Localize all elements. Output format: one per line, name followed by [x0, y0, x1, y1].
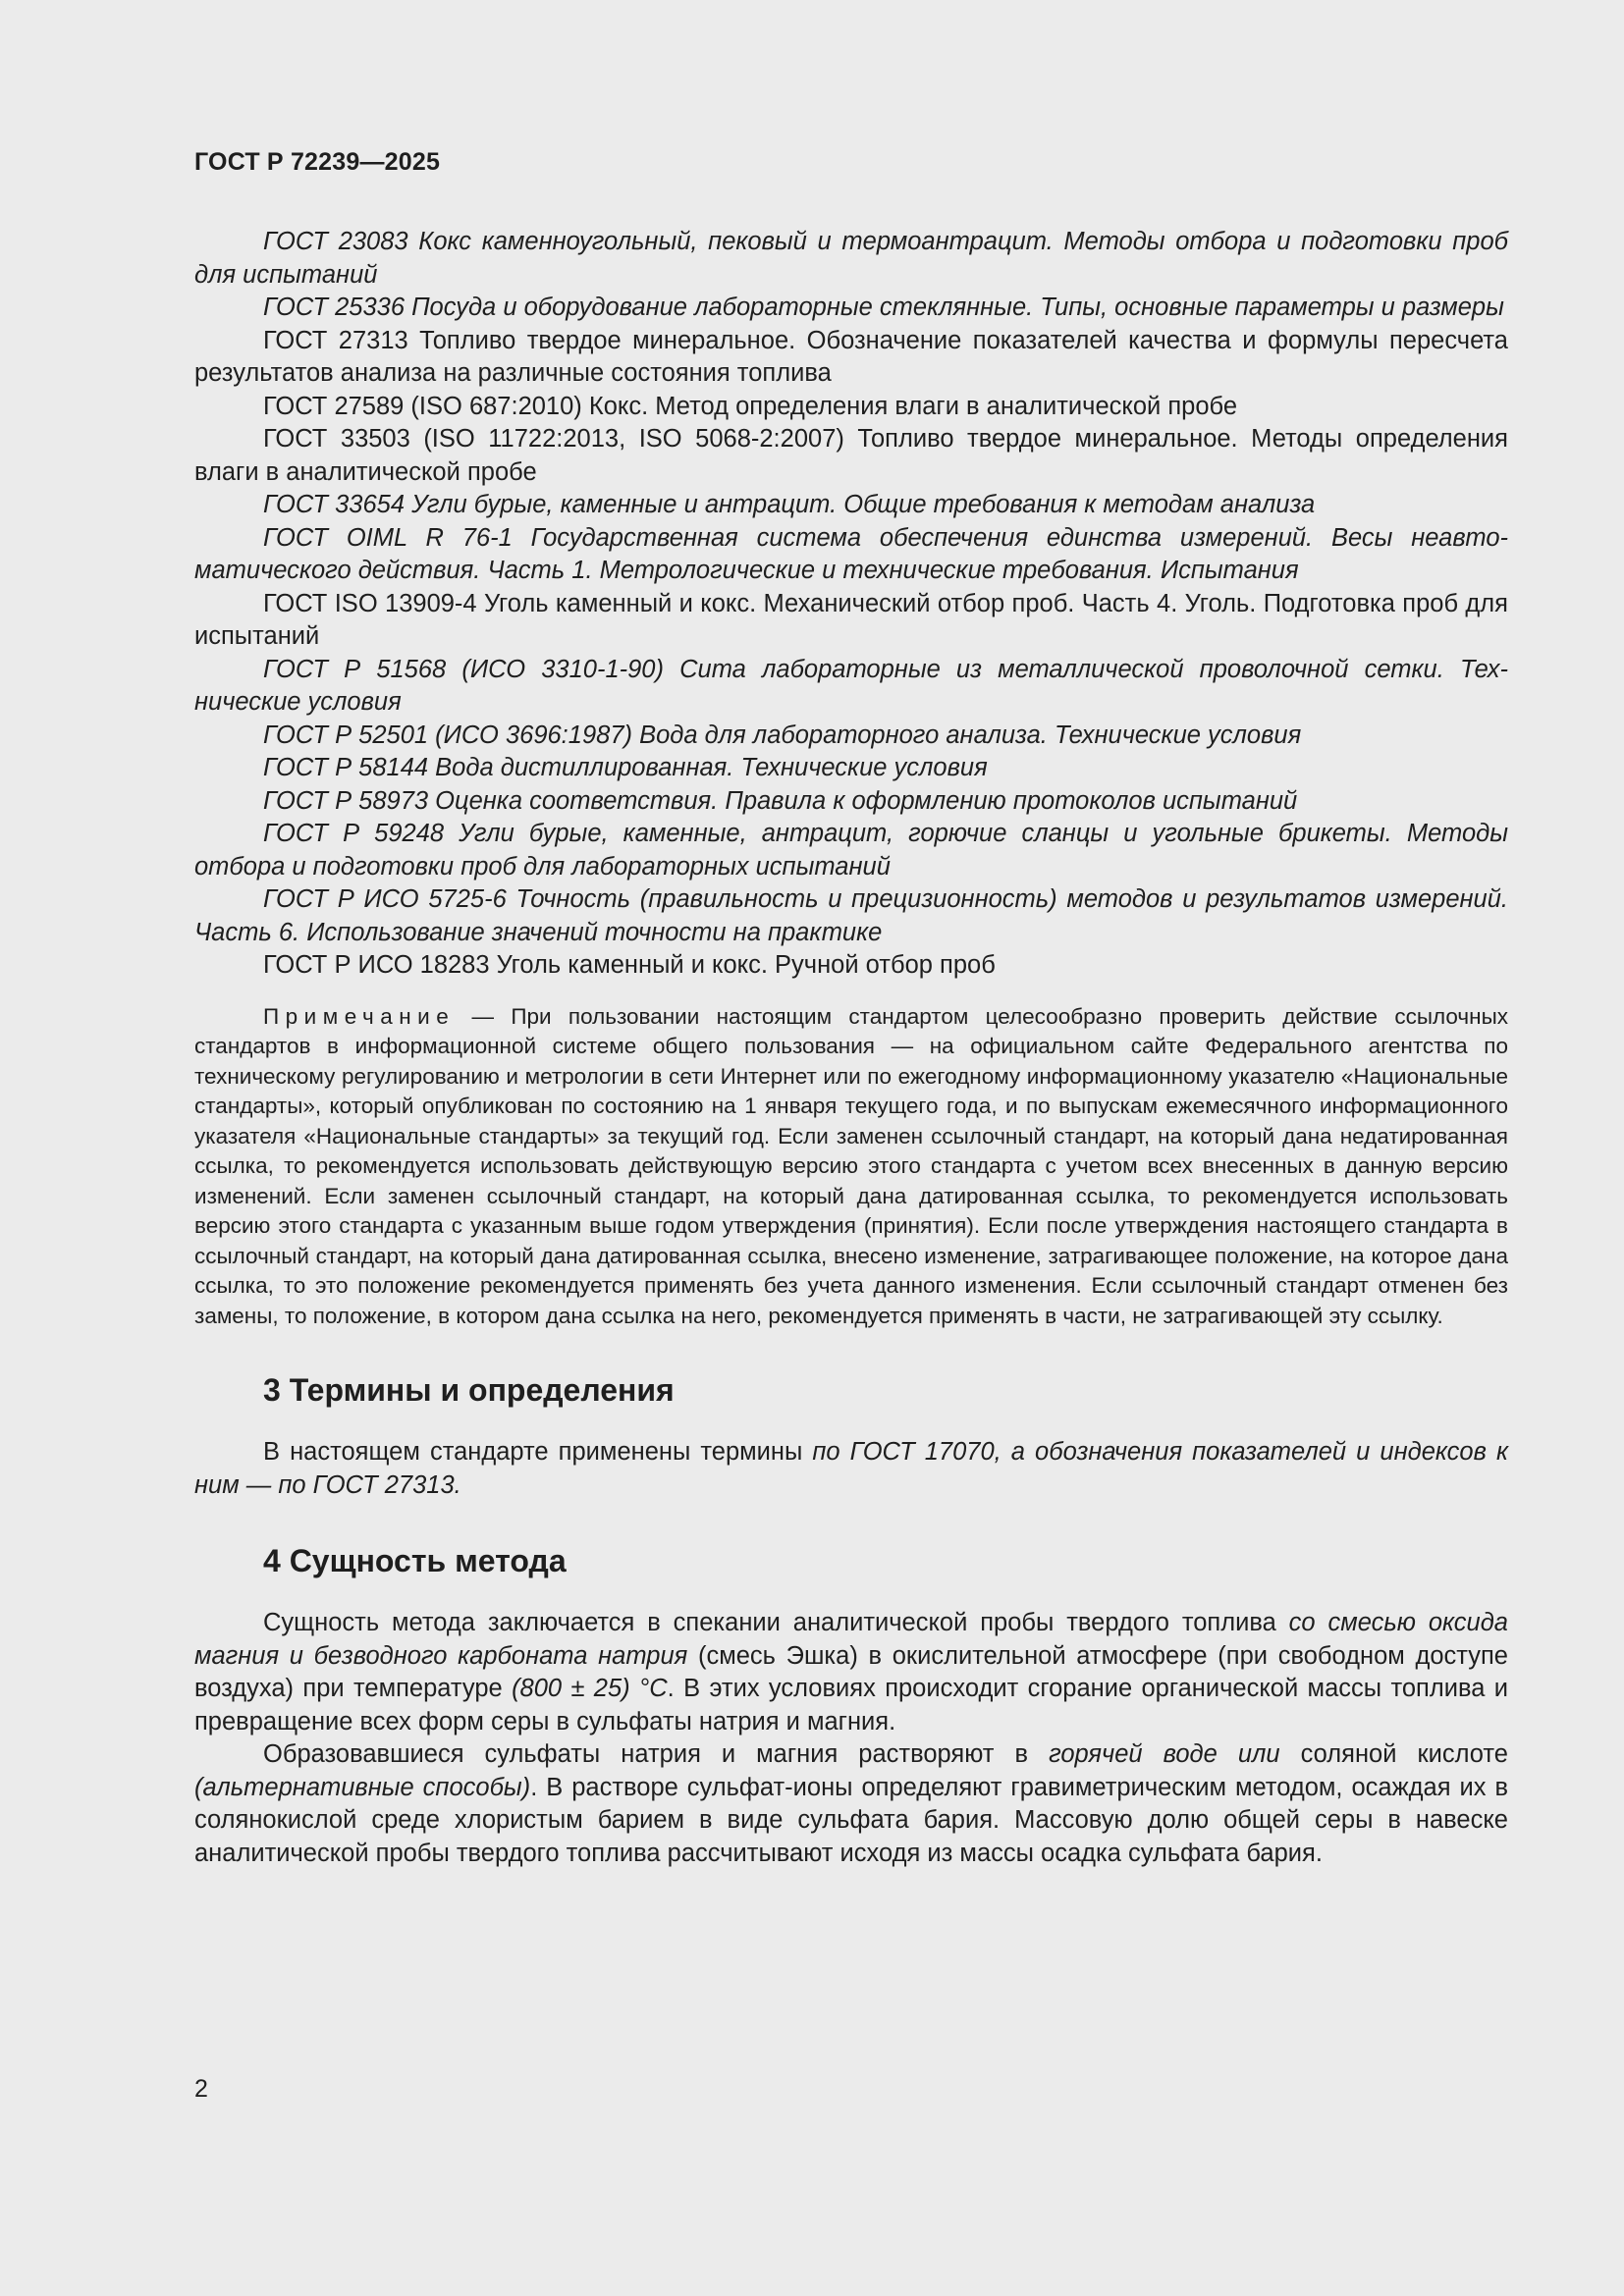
note-label: Примечание [263, 1003, 456, 1029]
section-4-text: . В этих условиях происходит сгорание органической массы топлива и превращение всех форм серы в сульфаты натрия и магния. [194, 1675, 1508, 1735]
reference-item: ГОСТ ISO 13909-4 Уголь каменный и кокс. Механический отбор проб. Часть 4. Уголь. Подготовка проб для испытаний [194, 589, 1508, 650]
reference-item: ГОСТ Р 59248 Угли бурые, каменные, антрацит, горючие сланцы и угольные брикеты. Методы отбора и подготовки проб для лабораторных испытаний [194, 820, 1508, 881]
document-code: ГОСТ Р 72239—2025 [194, 148, 441, 176]
section-4-text: Образовавшиеся сульфаты натрия и магния растворяют в [263, 1740, 1050, 1768]
section-3-text-italic: по ГОСТ 17070, а обозначения показателей и индексов к ним — по ГОСТ 27313. [194, 1438, 1508, 1499]
reference-item: ГОСТ OIML R 76-1 Государственная система обеспечения единства измерений. Весы неавтоматического действия. Часть 1. Метрологические и технические требования. Испытания [194, 523, 1508, 584]
section-4-text-italic: (альтернативные способы) [194, 1773, 531, 1801]
section-4-temperature: (800 ± 25) °С [512, 1675, 668, 1702]
section-3-title: Термины и определения [289, 1372, 675, 1408]
section-4-paragraph-2 [194, 1738, 1508, 1870]
section-3-paragraph [194, 1436, 1508, 1502]
reference-item: ГОСТ 33654 Угли бурые, каменные и антрацит. Общие требования к методам анализа [263, 491, 1316, 518]
section-4-title: Сущность метода [289, 1543, 567, 1578]
section-4-text: соляной кислоте [1279, 1740, 1508, 1768]
section-4-text: . В растворе сульфат-ионы определяют гравиметрическим методом, осаждая их в солянокислой среде хлористым барием в виде сульфата бария. Массовую долю общей серы в навеске аналитической пробы твердого топлива рассчитывают исходя из массы осадка сульфата бария. [194, 1773, 1508, 1867]
reference-item: ГОСТ Р 58144 Вода дистиллированная. Технические условия [263, 754, 988, 781]
reference-item: ГОСТ Р ИСО 5725-6 Точность (правильность и прецизионность) методов и результатов измерений. Часть 6. Использование значений точности на практике [194, 885, 1508, 946]
section-4-number: 4 [263, 1543, 281, 1578]
reference-item: ГОСТ Р 51568 (ИСО 3310-1-90) Сита лабораторные из металлической проволочной сетки. Технические условия [194, 655, 1508, 716]
section-4-text: Сущность метода заключается в спекании аналитической пробы твердого топлива [263, 1609, 1289, 1636]
note-paragraph [194, 1002, 1508, 1332]
reference-item: ГОСТ 23083 Кокс каменноугольный, пековый и термоантрацит. Методы отбора и подготовки проб для испытаний [194, 228, 1508, 289]
section-4-text-italic: горячей воде или [1049, 1740, 1280, 1768]
reference-item: ГОСТ Р ИСО 18283 Уголь каменный и кокс. Ручной отбор проб [263, 951, 996, 979]
section-4-paragraph-1 [194, 1607, 1508, 1738]
section-3-number: 3 [263, 1372, 281, 1408]
reference-item: ГОСТ 25336 Посуда и оборудование лабораторные стеклянные. Типы, основные параметры и размеры [263, 294, 1504, 321]
reference-item: ГОСТ 27589 (ISO 687:2010) Кокс. Метод определения влаги в аналитической пробе [263, 392, 1238, 420]
reference-item: ГОСТ Р 52501 (ИСО 3696:1987) Вода для лабораторного анализа. Технические условия [263, 721, 1302, 749]
section-3-text: В настоящем стандарте применены термины [263, 1438, 813, 1466]
section-3-heading [263, 1370, 1508, 1410]
section-4-heading [263, 1541, 1508, 1580]
section-4-text-italic: со смесью оксида магния и безводного карбоната натрия [194, 1609, 1508, 1670]
note-text: — При пользовании настоящим стандартом целесообразно проверить действие ссылочных стандартов в информационной системе общего пользования — на официальном сайте Федерального агентства по техническому регулированию и метрологии в сети Интернет или по ежегодному информационному указателю «Национальные стандарты», который опубликован по состоянию на 1 января текущего года, и по выпускам ежемесячного информационного указателя «Национальные стандарты» за текущий год. Если заменен ссылочный стандарт, на который дана недатированная ссылка, то рекомендуется использовать действующую версию этого стандарта с учетом всех внесенных в данную версию изменений. Если заменен ссылочный стандарт, на который дана датированная ссылка, то рекомендуется использовать версию этого стандарта с указанным выше годом утверждения (принятия). Если после утверждения настоящего стандарта в ссылочный стандарт, на который дана датированная ссылка, внесено изменение, затрагивающее положение, на которое дана ссылка, то это положение рекомендуется применять без учета данного изменения. Если ссылочный стандарт отменен без замены, то положение, в котором дана ссылка на него, рекомендуется применять в части, не затрагивающей эту ссылку. [194, 1003, 1508, 1328]
document-page [194, 147, 1508, 1870]
reference-item: ГОСТ 27313 Топливо твердое минеральное. Обозначение показателей качества и формулы пересчета результатов анализа на различные состояния топлива [194, 326, 1508, 387]
page-number: 2 [194, 2075, 208, 2103]
section-4-text: (смесь Эшка) в окислительной атмосфере (при свободном доступе воздуха) при температуре [194, 1641, 1508, 1702]
reference-item: ГОСТ Р 58973 Оценка соответствия. Правила к оформлению протоколов испытаний [263, 786, 1298, 815]
normative-references-list [194, 226, 1508, 983]
reference-item: ГОСТ 33503 (ISO 11722:2013, ISO 5068-2:2007) Топливо твердое минеральное. Методы определения влаги в аналитической пробе [194, 425, 1508, 486]
